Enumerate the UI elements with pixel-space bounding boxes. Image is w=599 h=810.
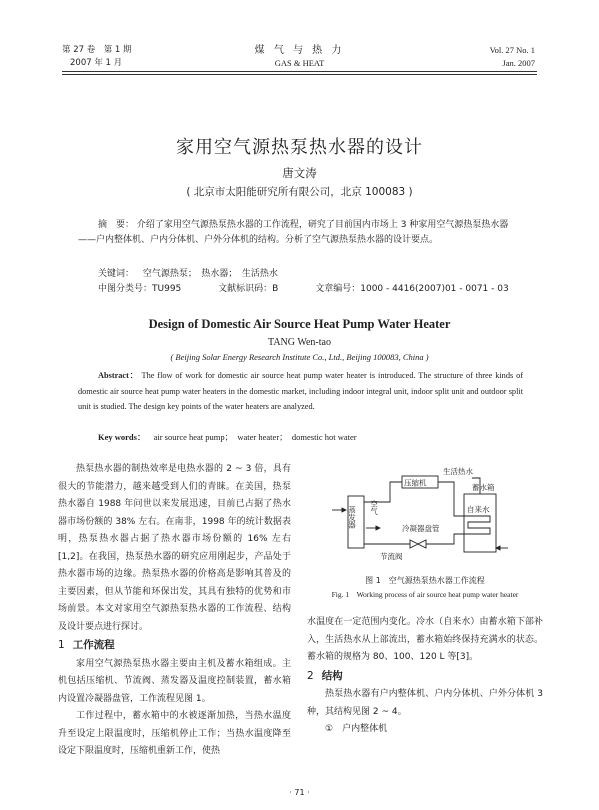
keywords-en	[98, 431, 357, 443]
keywords-cn-text: 空气源热泵； 热水器； 生活热水	[142, 269, 278, 279]
paper-title-en: Design of Domestic Air Source Heat Pump Water Heater	[148, 317, 451, 331]
journal-name-en: GAS & HEAT	[274, 58, 325, 68]
keywords-cn	[98, 266, 278, 279]
water-tank-box	[464, 494, 496, 552]
keywords-en-text: air source heat pump； water heater； domestic hot water	[153, 432, 357, 442]
figure-1-diagram	[330, 466, 520, 572]
intro-paragraph: 热泵热水器的制热效率是电热水器的 2 ~ 3 倍，具有很大的节能潜力，越来越受到人们的青睐。在美国，热泵热水器自 1988 年问世以来发展迅速，目前已占据了热水器市场份额的 38% 左右。在南非，1998 年的统计数据表明，热泵热水器占据了热水器市场份额的 16% 左右[1,2]。在我国，热泵热水器的研究应用刚起步，产品处于热水器市场的边缘。热泵热水器的价格高是影响其普及的主要因素，但从节能和环保出发，其具有独特的优势和市场前景。本文对家用空气源热泵热水器的工作流程、结构及设计要点进行探讨。	[58, 464, 291, 632]
section-2-number: 2	[307, 669, 314, 682]
section-2-title: 结构	[321, 669, 343, 682]
clc-label: 中图分类号：	[98, 284, 153, 294]
fig1-label-valve: 节流阀	[380, 552, 403, 561]
abstract-cn-text: 介绍了家用空气源热泵热水器的工作流程，研究了目前国内市场上 3 种家用空气源热泵热水器——户内整体机、户内分体机、户外分体机的结构。分析了空气源热泵热水器的设计要点。	[78, 220, 509, 245]
article-value: 1000 - 4416(2007)01 - 0071 - 03	[360, 284, 509, 294]
subsection-indoor-integral: ① 户内整体机	[325, 724, 388, 734]
section-1-paragraph-2: 工作过程中，蓄水箱中的水被逐渐加热，当热水温度升至设定上限温度时，压缩机停止工作；当热水温度降至设定下限温度时，压缩机重新工作，使热	[58, 711, 291, 756]
issue-info-en	[490, 44, 535, 70]
header-rule-2	[62, 74, 537, 75]
author-cn: 唐文涛	[282, 166, 317, 180]
volume-en: Vol. 27 No. 1	[489, 45, 535, 55]
date-en: Jan. 2007	[502, 58, 535, 68]
classification-line	[98, 281, 509, 294]
right-column	[307, 614, 543, 739]
journal-name-cn: 煤 气 与 热 力	[254, 45, 345, 56]
keywords-cn-label: 关键词：	[98, 269, 135, 279]
figure-1-caption-cn: 图 1 空气源热泵热水器工作流程	[365, 576, 485, 585]
section-1-number: 1	[58, 639, 65, 651]
fig1-label-tap-water: 自来水	[467, 505, 490, 514]
section-1-paragraph-1: 家用空气源热泵热水器主要由主机及蓄水箱组成。主机包括压缩机、节流阀、蒸发器及温度控制装置，蓄水箱内设置冷凝器盘管，工作流程见图 1。	[58, 658, 291, 704]
figure-1-caption-en: Fig. 1 Working process of air source heat pump water heater	[331, 590, 519, 599]
article-label: 文章编号：	[315, 284, 361, 294]
section-1-title: 工作流程	[72, 639, 115, 651]
author-en: TANG Wen-tao	[268, 337, 331, 348]
fig1-label-tank: 蓄水箱	[472, 483, 495, 492]
volume-cn: 第 27 卷 第 1 期	[62, 45, 132, 55]
fig1-label-coil: 冷凝器盘管	[402, 524, 440, 533]
affiliation-en: ( Beijing Solar Energy Research Institute Co., Ltd., Beijing 100083, China )	[170, 352, 429, 362]
paper-title-cn: 家用空气源热泵热水器的设计	[176, 137, 423, 158]
header-rule	[62, 71, 537, 72]
page-number: · 71 ·	[289, 788, 310, 797]
fig1-label-air: 空气	[369, 500, 379, 515]
section-1-heading	[58, 637, 291, 655]
doc-value: B	[272, 284, 279, 294]
fig1-label-hot-water: 生活热水	[443, 467, 473, 476]
date-cn: 2007 年 1 月	[70, 58, 123, 68]
affiliation-cn: ( 北京市太阳能研究所有限公司，北京 100083 )	[186, 186, 413, 198]
abstract-cn-label: 摘 要：	[98, 220, 135, 230]
left-column	[58, 461, 291, 761]
fig1-label-compressor: 压缩机	[404, 478, 427, 488]
abstract-en	[78, 368, 523, 415]
clc-value: TU995	[152, 284, 182, 294]
section-2-paragraph: 热泵热水器有户内整体机、户内分体机、户外分体机 3 种，其结构见图 2 ~ 4。	[307, 689, 543, 717]
right-paragraph-1: 水温度在一定范围内变化。冷水（自来水）由蓄水箱下部补入，生活热水从上部流出，蓄水箱始终保持充满水的状态。蓄水箱的规格为 80、100、120 L 等[3]。	[307, 617, 543, 662]
abstract-cn	[78, 218, 523, 248]
section-2-heading	[307, 668, 543, 686]
fig1-label-evaporator: 蒸发器	[347, 506, 357, 529]
abstract-en-label: Abstract：	[98, 371, 139, 380]
doc-label: 文献标识码：	[218, 284, 273, 294]
abstract-en-text: The flow of work for domestic air source heat pump water heater is introduced. The structure of three kinds of domestic air source heat pump water heaters in the domestic market, including indoor integral unit, indoor split unit and outdoor split unit is studied. The design key points of the water heaters are analyzed.	[78, 371, 524, 411]
keywords-en-label: Key words：	[98, 432, 146, 442]
